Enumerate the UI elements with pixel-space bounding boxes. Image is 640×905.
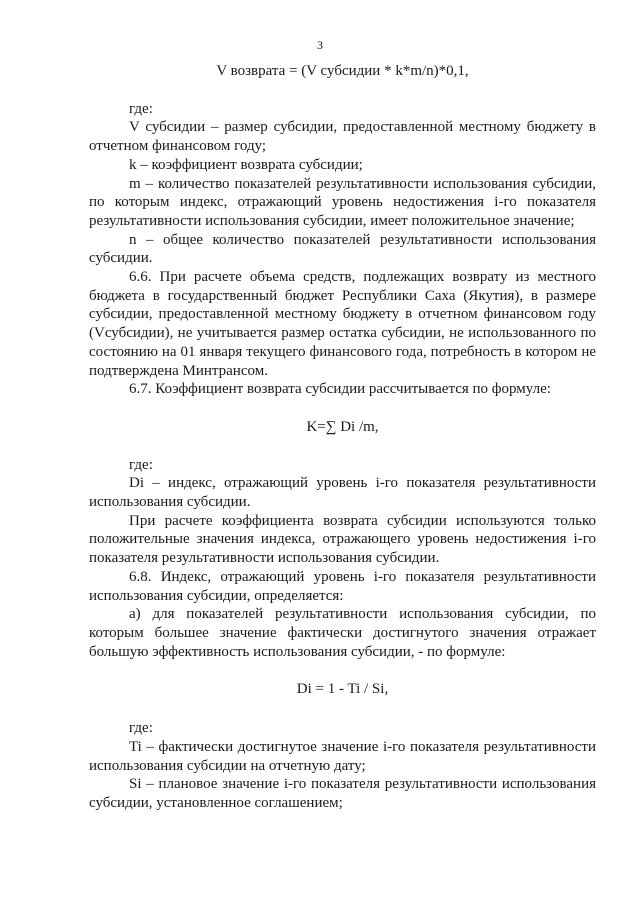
clause-6-8: 6.8. Индекс, отражающий уровень i-го показателя результативности использования субсидии, определяется: — [89, 568, 596, 604]
definition-di: Di – индекс, отражающий уровень i-го показателя результативности использования субсидии. — [89, 475, 596, 511]
clause-6-7: 6.7. Коэффициент возврата субсидии рассчитывается по формуле: — [129, 381, 551, 398]
where-label: где: — [129, 456, 153, 473]
positive-values-note: При расчете коэффициента возврата субсидии используются только положительные значения индекса, отражающего уровень недостижения i-го показателя результативности использования субсидии. — [89, 512, 596, 567]
definition-si: Si – плановое значение i-го показателя результативности использования субсидии, установленное соглашением; — [89, 776, 596, 811]
where-label: где: — [129, 720, 153, 737]
formula-di: Di = 1 - Ti / Si, — [296, 681, 389, 698]
definition-v-subsidy: V субсидии – размер субсидии, предоставленной местному бюджету в отчетном финансовом году; — [89, 119, 596, 155]
where-label: где: — [129, 100, 153, 117]
formula-v-return: V возврата = (V субсидии * k*m/n)*0,1, — [216, 63, 469, 79]
document-body — [89, 62, 596, 813]
clause-6-6: 6.6. При расчете объема средств, подлежащих возврату из местного бюджета в государственный бюджет Республики Саха (Якутия), в размере субсидии, предоставленной местному бюджету в отчетном финансовом году (Vсубсидии), не учитывается размер остатка субсидии, не использованного по состоянию на 01 января текущего финансового года, потребность в котором не подтверждена Минтрансом. — [89, 269, 596, 379]
definition-k: k – коэффициент возврата субсидии; — [129, 156, 363, 173]
definition-m: m – количество показателей результативности использования субсидии, по которым индекс, отражающий уровень недостижения i-го показателя результативности использования субсидии, имеет положительное значение; — [89, 175, 596, 229]
definition-ti: Ti – фактически достигнутое значение i-го показателя результативности использования субсидии на отчетную дату; — [89, 738, 596, 774]
definition-n: n – общее количество показателей результативности использования субсидии. — [89, 231, 596, 267]
formula-k: K=∑ Di /m, — [306, 418, 379, 435]
page-number: 3 — [317, 38, 323, 52]
clause-6-8-a: а) для показателей результативности использования субсидии, по которым большее значение фактически достигнутого значения отражает большую эффективность использования субсидии, - по формуле: — [89, 606, 596, 660]
